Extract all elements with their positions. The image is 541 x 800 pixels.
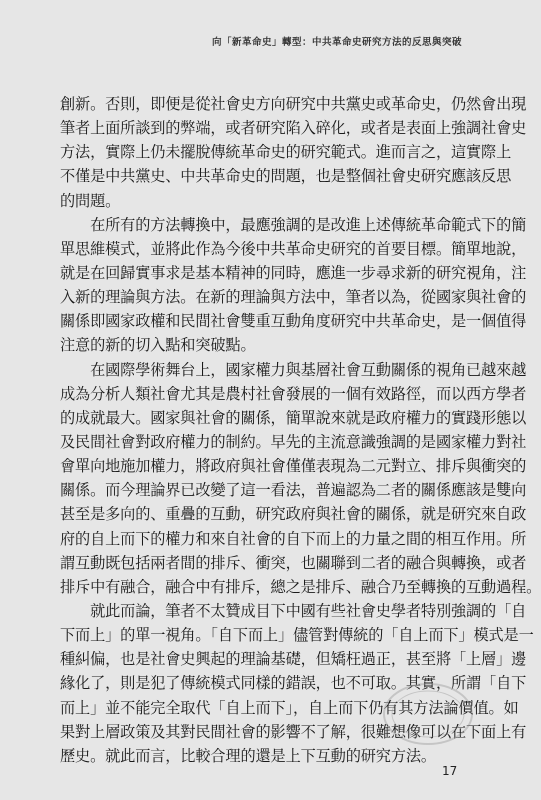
- text-line: 的成就最大。國家與社會的關係，簡單說來就是政府權力的實踐形態以: [60, 408, 527, 427]
- text-line: 府的自上而下的權力和來自社會的自下而上的力量之間的相互作用。所: [60, 529, 527, 548]
- text-line: 就是在回歸實事求是基本精神的同時，應進一步尋求新的研究視角，注: [60, 263, 527, 282]
- text-line: 果對上層政策及其對民間社會的影響不了解，很難想像可以在下面上有: [60, 722, 527, 741]
- text-line: 謂互動既包括兩者間的排斥、衝突，也關聯到二者的融合與轉換，或者: [60, 553, 527, 572]
- text-line: 不僅是中共黨史、中共革命史的問題，也是整個社會史研究應該反思: [60, 167, 512, 186]
- body-text: [60, 92, 541, 768]
- text-line: 歷史。就此而言，比較合理的還是上下互動的研究方法。: [60, 746, 436, 765]
- text-line: 注意的新的切入點和突破點。: [60, 336, 256, 355]
- text-line: 的問題。: [60, 191, 121, 210]
- text-line: 下而上」的單一視角。「自下而上」儘管對傳統的「自上而下」模式是一: [60, 626, 534, 645]
- text-line: 種糾偏，也是社會史興起的理論基礎，但矯枉過正，甚至將「上層」邊: [60, 650, 527, 669]
- running-header: 向「新革命史」轉型：中共革命史研究方法的反思與突破: [211, 37, 462, 48]
- text-line: 在國際學術舞台上，國家權力與基層社會互動關係的視角已越來越: [60, 360, 527, 379]
- text-line: 關係。而今理論界已改變了這一看法，普遍認為二者的關係應該是雙向: [60, 481, 527, 500]
- text-line: 緣化了，則是犯了傳統模式同樣的錯誤，也不可取。其實，所謂「自下: [60, 674, 527, 693]
- text-line: 創新。否則，即便是從社會史方向研究中共黨史或革命史，仍然會出現: [60, 95, 527, 113]
- text-line: 關係即國家政權和民間社會雙重互動角度研究中共革命史，是一個值得: [60, 312, 527, 331]
- text-line: 及民間社會對政府權力的制約。早先的主流意識強調的是國家權力對社: [60, 432, 527, 451]
- text-line: 入新的理論與方法。在新的理論與方法中，筆者以為，從國家與社會的: [60, 288, 527, 307]
- text-line: 就此而論，筆者不太贊成目下中國有些社會史學者特別強調的「自: [60, 601, 527, 620]
- text-line: 筆者上面所談到的弊端，或者研究陷入碎化，或者是表面上強調社會史: [60, 119, 527, 138]
- text-line: 排斥中有融合，融合中有排斥，總之是排斥、融合乃至轉換的互動過程。: [60, 577, 541, 596]
- text-line: 在所有的方法轉換中，最應強調的是改進上述傳統革命範式下的簡: [60, 215, 527, 234]
- text-line: 甚至是多向的、重疊的互動，研究政府與社會的關係，就是研究來自政: [60, 505, 527, 524]
- text-line: 單思維模式，並將此作為今後中共革命史研究的首要目標。簡單地說，: [60, 239, 527, 258]
- text-line: 而上」並不能完全取代「自上而下」，自上而下仍有其方法論價值。如: [60, 698, 519, 717]
- text-line: 會單向地施加權力，將政府與社會僅僅表現為二元對立、排斥與衝突的: [60, 457, 527, 476]
- text-line: 成為分析人類社會尤其是農村社會發展的一個有效路徑，而以西方學者: [60, 384, 527, 403]
- page-number: 17: [442, 764, 458, 778]
- text-line: 方法，實際上仍未擺脫傳統革命史的研究範式。進而言之，這實際上: [60, 143, 512, 162]
